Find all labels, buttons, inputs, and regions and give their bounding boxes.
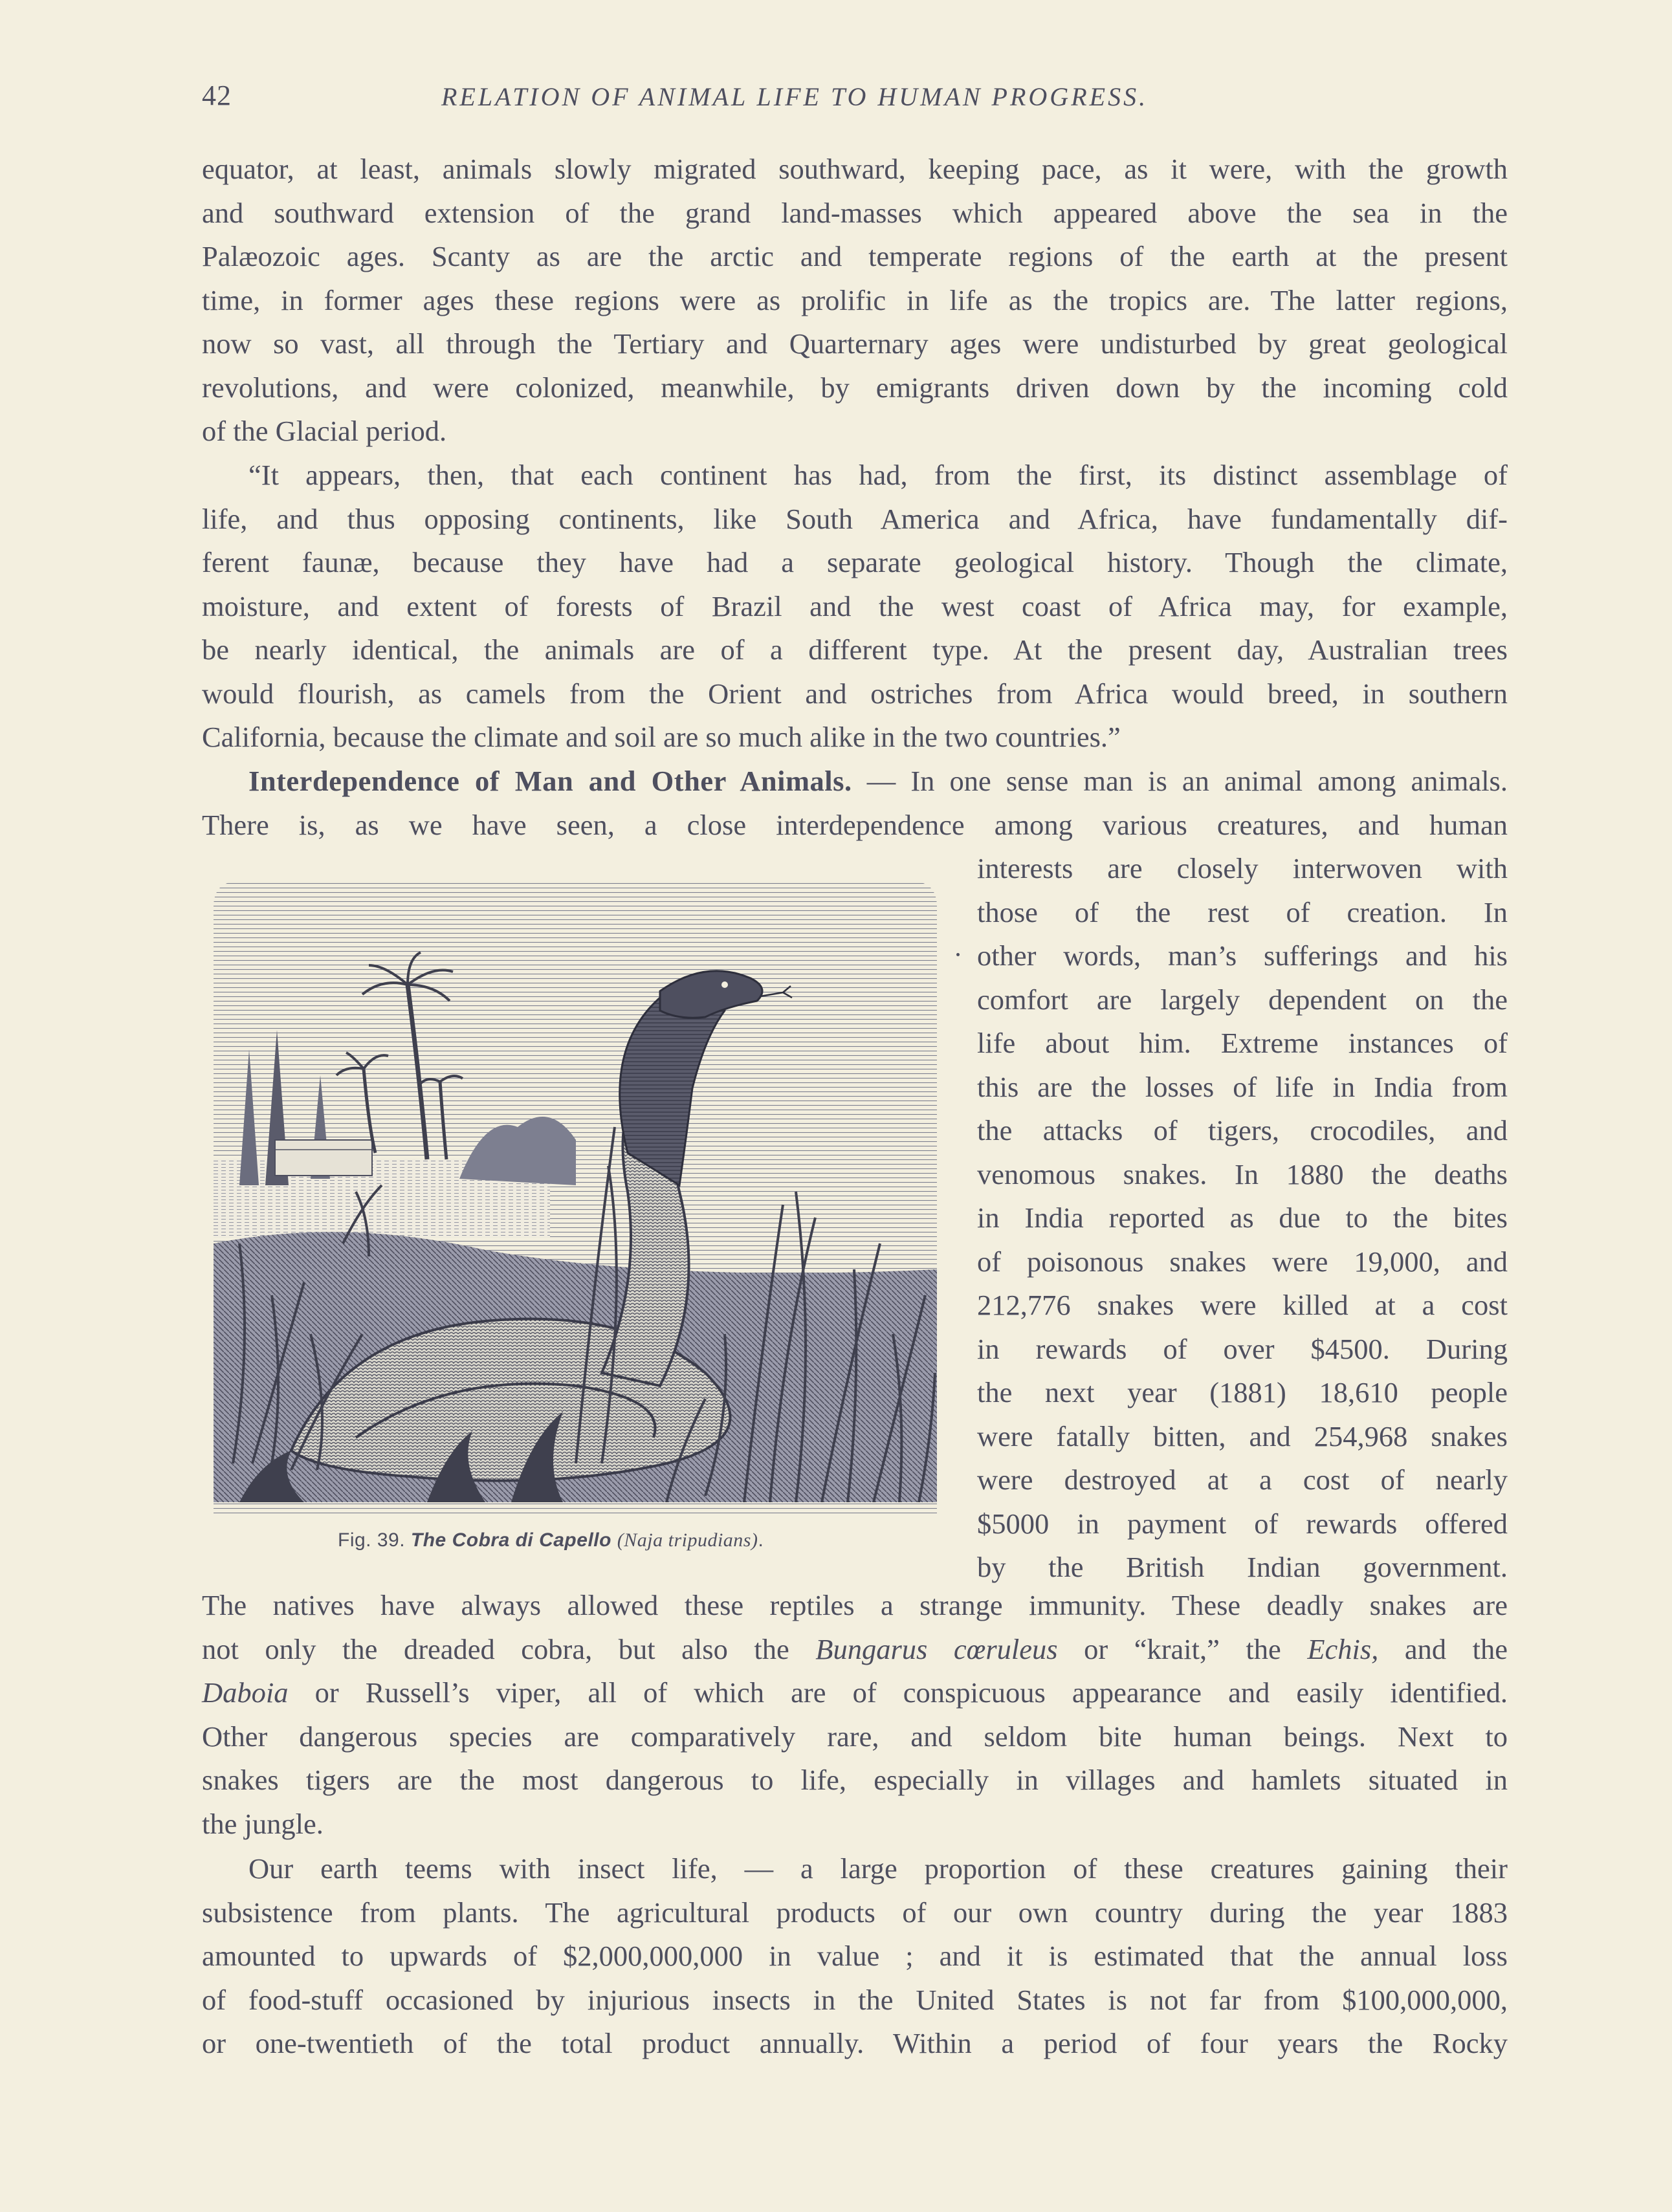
- text-line: those of the rest of creation. In: [977, 895, 1508, 928]
- text-line: [202, 1671, 1508, 1715]
- cobra-illustration: [214, 881, 937, 1514]
- species-name: Echis,: [1307, 1632, 1379, 1665]
- text-line: The natives have always allowed these reptiles a strange immunity. These deadly snakes are: [202, 1589, 1508, 1621]
- page-number: 42: [202, 80, 232, 111]
- text-line: 212,776 snakes were killed at a cost: [977, 1289, 1508, 1321]
- text-line: in India reported as due to the bites: [977, 1201, 1508, 1234]
- text-line: snakes tigers are the most dangerous to life, especially in villages and hamlets situated in: [202, 1764, 1508, 1796]
- text-line: life about him. Extreme instances of: [977, 1027, 1508, 1059]
- text-span: or “krait,” the: [1057, 1632, 1308, 1665]
- text-line: by the British Indian government.: [977, 1551, 1508, 1583]
- section-heading: Interdependence of Man and Other Animals.: [248, 765, 852, 797]
- text-line: “It appears, then, that each continent has had, from the first, its distinct assemblage of: [248, 459, 1508, 491]
- figure-caption: [338, 1529, 764, 1551]
- text-line: interests are closely interwoven with: [977, 852, 1508, 884]
- text-span: and the: [1378, 1632, 1508, 1665]
- cobra-engraving: [214, 881, 937, 1514]
- text-line: Other dangerous species are comparatively rare, and seldom bite human beings. Next to: [202, 1720, 1508, 1753]
- text-span: — In one sense man is an animal among animals.: [852, 765, 1508, 797]
- text-line: the next year (1881) 18,610 people: [977, 1376, 1508, 1408]
- text-line: Our earth teems with insect life, — a large proportion of these creatures gaining their: [248, 1852, 1508, 1885]
- text-line: of the Glacial period.: [202, 415, 447, 447]
- text-line: of food-stuff occasioned by injurious insects in the United States is not far from $100,000,000,: [202, 1983, 1508, 2016]
- text-line: subsistence from plants. The agricultural products of our own country during the year 1883: [202, 1896, 1508, 1929]
- text-line: the attacks of tigers, crocodiles, and: [977, 1114, 1508, 1146]
- text-line: now so vast, all through the Tertiary and Quarternary ages were undisturbed by great geological: [202, 327, 1508, 360]
- figure-side-text: [977, 847, 1508, 1590]
- text-line: time, in former ages these regions were as prolific in life as the tropics are. The latter regions,: [202, 283, 1508, 316]
- text-line: in rewards of over $4500. During: [977, 1332, 1508, 1365]
- paragraph-4: [202, 1847, 1508, 2066]
- text-line: of poisonous snakes were 19,000, and: [977, 1245, 1508, 1278]
- text-line: or one-twentieth of the total product annually. Within a period of four years the Rocky: [202, 2027, 1508, 2059]
- text-span: not only the dreaded cobra, but also the: [202, 1632, 816, 1665]
- text-line: this are the losses of life in India from: [977, 1070, 1508, 1103]
- text-line: the jungle.: [202, 1807, 324, 1840]
- text-line: life, and thus opposing continents, like South America and Africa, have fundamentally dif-: [202, 502, 1508, 535]
- text-line: There is, as we have seen, a close interdependence among various creatures, and human: [202, 808, 1508, 841]
- text-line: amounted to upwards of $2,000,000,000 in value ; and it is estimated that the annual loss: [202, 1940, 1508, 1972]
- text-line: equator, at least, animals slowly migrated southward, keeping pace, as it were, with the growth: [202, 153, 1508, 185]
- text-line: comfort are largely dependent on the: [977, 983, 1508, 1016]
- text-line: and southward extension of the grand land-masses which appeared above the sea in the: [202, 196, 1508, 229]
- text-line: [202, 1628, 1508, 1672]
- paragraph-3-continued: [202, 1584, 1508, 1846]
- text-line: other words, man’s sufferings and his: [977, 939, 1508, 972]
- text-line: moisture, and extent of forests of Brazil and the west coast of Africa may, for example,: [202, 589, 1508, 622]
- paragraph-1: [202, 148, 1508, 454]
- text-line: ferent faunæ, because they have had a separate geological history. Though the climate,: [202, 546, 1508, 578]
- paragraph-3: [202, 760, 1508, 847]
- text-line: California, because the climate and soil are so much alike in the two countries.”: [202, 721, 1121, 753]
- print-dot: [956, 953, 960, 956]
- text-line: would flourish, as camels from the Orient and ostriches from Africa would breed, in southern: [202, 677, 1508, 710]
- figure-species: (Naja tripudians): [617, 1529, 758, 1551]
- species-name: Daboia: [202, 1676, 289, 1709]
- text-span: or Russell’s viper, all of which are of conspicuous appearance and easily identified.: [288, 1676, 1508, 1709]
- text-line: Palæozoic ages. Scanty as are the arctic and temperate regions of the earth at the present: [202, 240, 1508, 272]
- species-name: Bungarus cœruleus: [815, 1632, 1058, 1665]
- text-line: were destroyed at a cost of nearly: [977, 1463, 1508, 1496]
- figure-label: Fig. 39.: [338, 1529, 406, 1551]
- text-line: revolutions, and were colonized, meanwhile, by emigrants driven down by the incoming cold: [202, 371, 1508, 404]
- running-head: RELATION OF ANIMAL LIFE TO HUMAN PROGRESS.: [441, 82, 1149, 111]
- text-line: $5000 in payment of rewards offered: [977, 1507, 1508, 1540]
- figure-caption-end: .: [758, 1529, 764, 1551]
- figure-title: The Cobra di Capello: [410, 1529, 611, 1551]
- text-line: [202, 760, 1508, 804]
- text-line: were fatally bitten, and 254,968 snakes: [977, 1419, 1508, 1452]
- text-line: be nearly identical, the animals are of a different type. At the present day, Australian trees: [202, 633, 1508, 666]
- page-header: [202, 79, 1504, 118]
- paragraph-2: [202, 454, 1508, 760]
- text-line: venomous snakes. In 1880 the deaths: [977, 1157, 1508, 1190]
